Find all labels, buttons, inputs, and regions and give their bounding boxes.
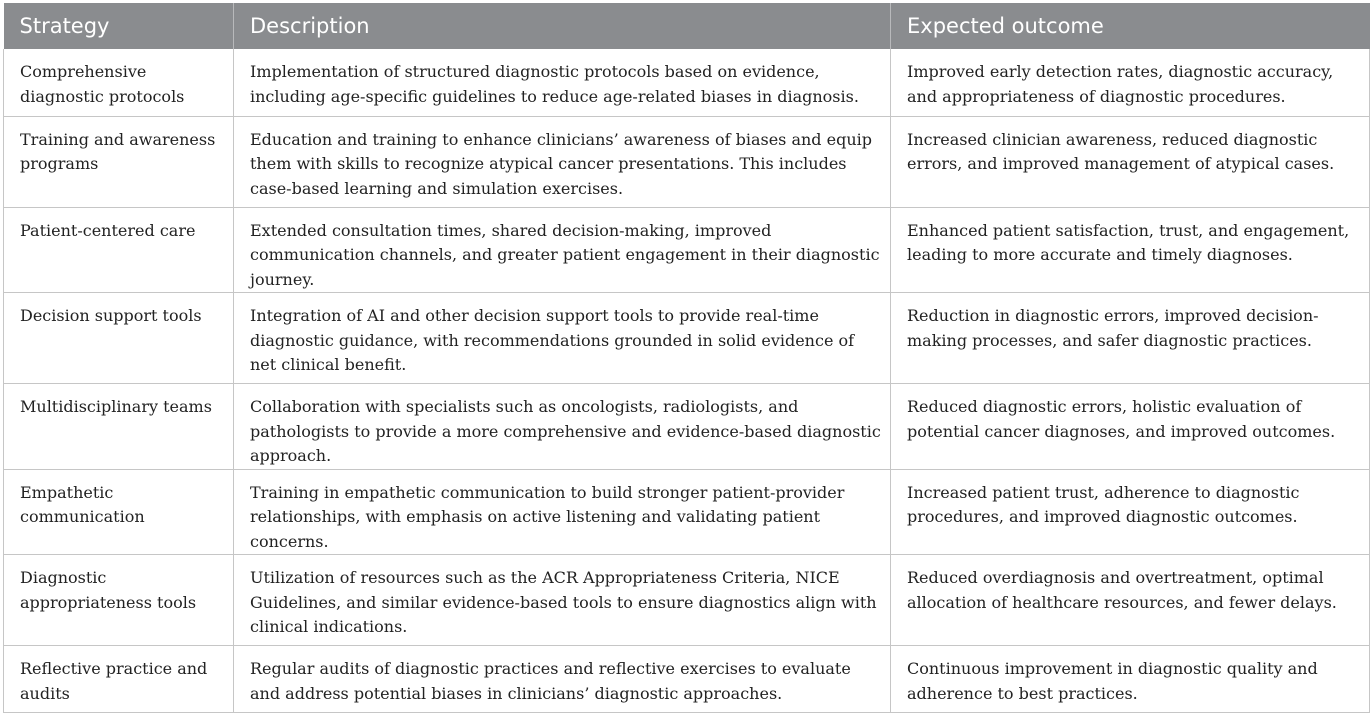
cell-strategy: Patient-centered care: [4, 207, 234, 293]
cell-outcome: Reduced diagnostic errors, holistic evaluation of potential cancer diagnoses, and improved outcomes.: [891, 384, 1370, 470]
cell-outcome: Continuous improvement in diagnostic quality and adherence to best practices.: [891, 646, 1370, 713]
table-body: [4, 49, 1370, 713]
cell-strategy: Training and awareness programs: [4, 116, 234, 207]
table-header: [4, 3, 1370, 49]
cell-strategy: Empathetic communication: [4, 469, 234, 555]
cell-outcome: Improved early detection rates, diagnostic accuracy, and appropriateness of diagnostic procedures.: [891, 49, 1370, 116]
table-row: [4, 646, 1370, 713]
cell-outcome: Increased clinician awareness, reduced diagnostic errors, and improved management of atypical cases.: [891, 116, 1370, 207]
cell-strategy: Multidisciplinary teams: [4, 384, 234, 470]
cell-description: Education and training to enhance clinicians’ awareness of biases and equip them with skills to recognize atypical cancer presentations. This includes case-based learning and simulation exercises.: [234, 116, 891, 207]
cell-outcome: Reduction in diagnostic errors, improved decision-making processes, and safer diagnostic practices.: [891, 293, 1370, 384]
cell-description: Regular audits of diagnostic practices and reflective exercises to evaluate and address potential biases in clinicians’ diagnostic approaches.: [234, 646, 891, 713]
cell-strategy: Comprehensive diagnostic protocols: [4, 49, 234, 116]
header-strategy: Strategy: [4, 3, 234, 49]
strategies-table-container: [3, 3, 1369, 713]
header-expected-outcome: Expected outcome: [891, 3, 1370, 49]
cell-outcome: Increased patient trust, adherence to diagnostic procedures, and improved diagnostic outcomes.: [891, 469, 1370, 555]
cell-description: Utilization of resources such as the ACR Appropriateness Criteria, NICE Guidelines, and similar evidence-based tools to ensure diagnostics align with clinical indications.: [234, 555, 891, 646]
cell-outcome: Enhanced patient satisfaction, trust, and engagement, leading to more accurate and timely diagnoses.: [891, 207, 1370, 293]
table-row: [4, 207, 1370, 293]
table-row: [4, 555, 1370, 646]
cell-description: Extended consultation times, shared decision-making, improved communication channels, and greater patient engagement in their diagnostic journey.: [234, 207, 891, 293]
strategies-table: [3, 3, 1370, 713]
table-row: [4, 384, 1370, 470]
table-row: [4, 116, 1370, 207]
header-row: [4, 3, 1370, 49]
cell-description: Training in empathetic communication to build stronger patient-provider relationships, with emphasis on active listening and validating patient concerns.: [234, 469, 891, 555]
cell-strategy: Reflective practice and audits: [4, 646, 234, 713]
cell-strategy: Decision support tools: [4, 293, 234, 384]
cell-description: Implementation of structured diagnostic protocols based on evidence, including age-specific guidelines to reduce age-related biases in diagnosis.: [234, 49, 891, 116]
table-row: [4, 293, 1370, 384]
table-row: [4, 469, 1370, 555]
table-row: [4, 49, 1370, 116]
header-description: Description: [234, 3, 891, 49]
cell-description: Collaboration with specialists such as oncologists, radiologists, and pathologists to provide a more comprehensive and evidence-based diagnostic approach.: [234, 384, 891, 470]
cell-strategy: Diagnostic appropriateness tools: [4, 555, 234, 646]
cell-description: Integration of AI and other decision support tools to provide real-time diagnostic guidance, with recommendations grounded in solid evidence of net clinical benefit.: [234, 293, 891, 384]
cell-outcome: Reduced overdiagnosis and overtreatment, optimal allocation of healthcare resources, and fewer delays.: [891, 555, 1370, 646]
